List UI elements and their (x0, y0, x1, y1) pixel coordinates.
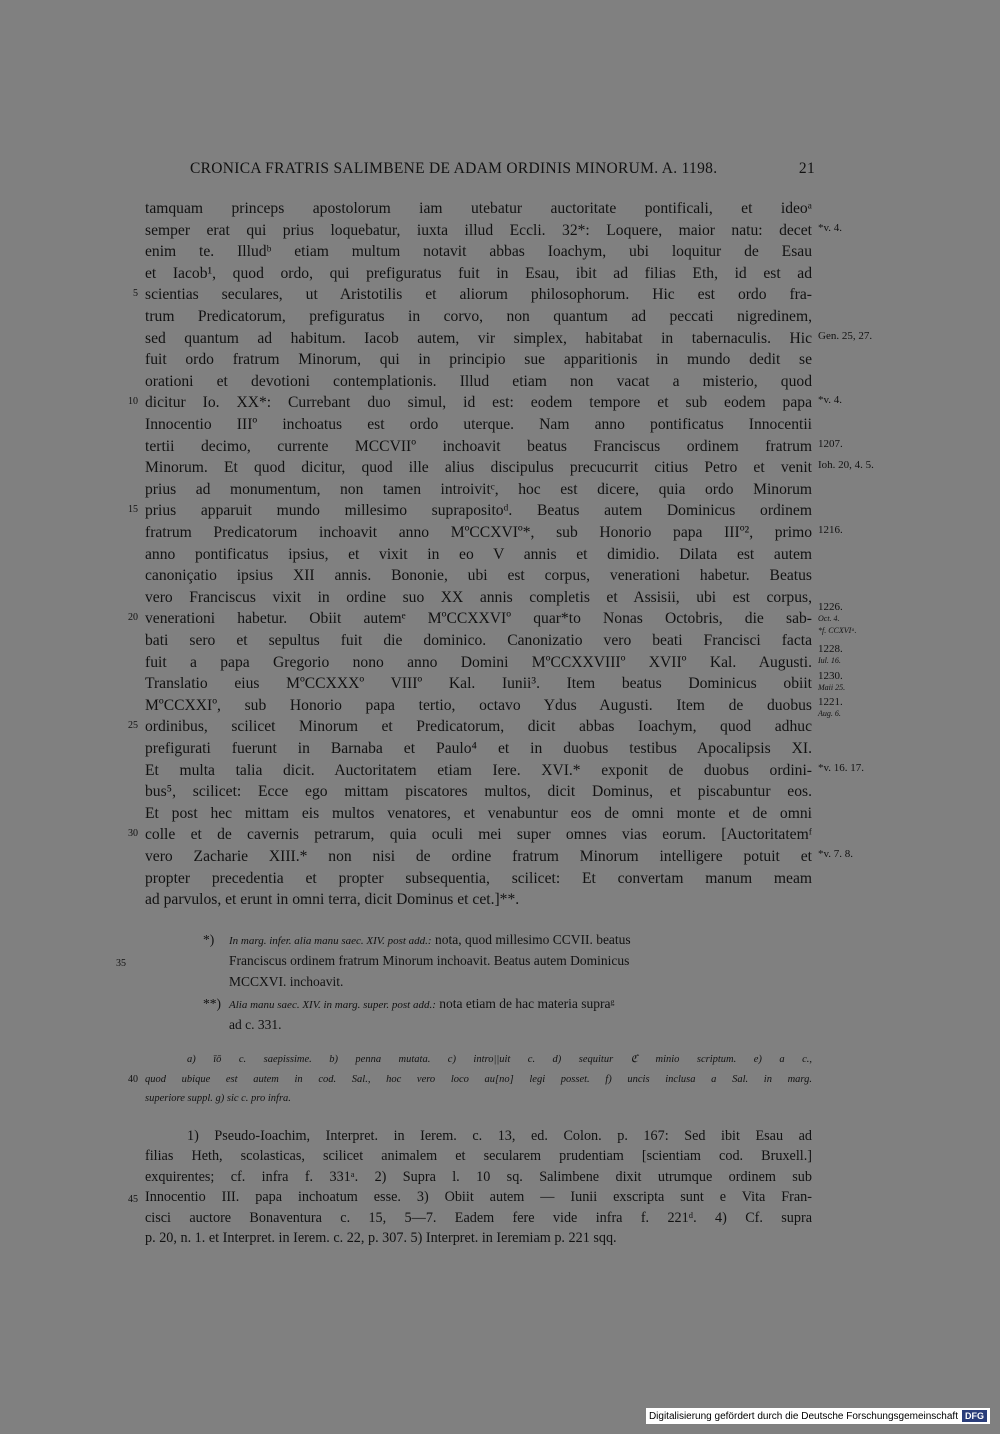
line-text: fuit a papa Gregorio nono anno Domini MºCCXXVIIIº XVIIº Kal. Augusti. (145, 653, 812, 671)
apparatus-text: a) īō c. saepissime. b) penna mutata. c) intro||uit c. d) sequitur ℭ minio scriptum. e) a c., (187, 1054, 812, 1065)
line-number: 25 (128, 720, 138, 732)
line-text: MºCCXXIº, sub Honorio papa tertio, octavo Ydus Augusti. Item de duobus (145, 696, 812, 714)
footnote-text: exquirentes; cf. infra f. 331ᵃ. 2) Supra l. 10 sq. Salimbene dixit utrumque ordinem sub (145, 1168, 812, 1185)
added-note-line (203, 993, 615, 1016)
line-number: 20 (128, 612, 138, 624)
margin-date: Maii 25. (818, 683, 846, 692)
margin-date: Aug. 6. (818, 709, 841, 718)
line-text: Et post hec mittam eis multos venatores, et venabuntur eos de omni monte et de omni (145, 804, 812, 822)
text-line (0, 328, 1000, 350)
text-line (0, 889, 1000, 911)
text-line (0, 284, 1000, 306)
dfg-logo: DFG (962, 1410, 987, 1422)
apparatus-line (145, 1050, 812, 1070)
apparatus-line (145, 1089, 812, 1109)
text-line (0, 436, 1000, 458)
text-line (0, 695, 1000, 717)
line-text: Innocentio IIIº inchoatus est ordo uterque. Nam anno pontificatus Innocentii (145, 416, 812, 433)
line-text: fuit ordo fratrum Minorum, qui in principio sue apparitionis in mundo dedit se (145, 351, 812, 369)
line-text: bus⁵, scilicet: Ecce ego mittam piscatores multos, dicit Dominus, et piscabuntur eos. (145, 783, 812, 801)
text-line (0, 868, 1000, 890)
footnote-text: filias Heth, scolasticas, scilicet animalem et secularem prudentiam [scientiam cod. Bruxell.] (145, 1148, 812, 1165)
text-line (0, 371, 1000, 393)
line-text: prius apparuit mundo millesimo suprapositoᵈ. Beatus autem Dominicus ordinem (145, 502, 812, 520)
line-number: 15 (128, 504, 138, 516)
added-note-line (203, 929, 631, 952)
margin-ref: *v. 4. (818, 221, 843, 234)
text-line (0, 500, 1000, 522)
line-text: semper erat qui prius loquebatur, iuxta illud Eccli. 32*: Loquere, maior natu: decet (145, 221, 812, 239)
apparatus-text: quod ubique est autem in cod. Sal., hoc vero loco au[no] legi posset. f) uncis inclusa a Sal. in marg. (145, 1073, 812, 1085)
text-line (0, 349, 1000, 371)
footnote-line (145, 1228, 812, 1248)
text-line (0, 544, 1000, 566)
footnote-line (145, 1167, 812, 1187)
note-label: Alia manu saec. XIV. in marg. super. post add.: (229, 999, 436, 1011)
line-text: propter precedentia et propter subsequentia, scilicet: Et convertam manum meam (145, 869, 812, 887)
footnote-line (145, 1126, 812, 1146)
text-line (0, 716, 1000, 738)
footnote-line (145, 1146, 812, 1166)
line-text: et Iacob¹, quod ordo, qui prefiguratus fuit in Esau, ibit ad filias Eth, id est ad (145, 264, 812, 282)
line-text: ad parvulos, et erunt in omni terra, dicit Dominus et cet.]**. (145, 891, 520, 909)
text-line (0, 306, 1000, 328)
line-number: 40 (128, 1073, 138, 1085)
margin-ref: Gen. 25, 27. (818, 329, 873, 342)
text-line (0, 803, 1000, 825)
footnote-line (128, 1187, 812, 1207)
text-line (0, 220, 1000, 242)
line-text: tertii decimo, currente MCCVIIº inchoavit beatus Franciscus ordinem fratrum (145, 437, 812, 455)
note-mark: **) (203, 996, 221, 1011)
line-text: fratrum Predicatorum inchoavit anno MºCCXVIº*, sub Honorio papa IIIº², primo (145, 524, 812, 541)
note-text: nota etiam de hac materia supraᵍ (439, 996, 615, 1011)
footnote-text: Innocentio III. papa inchoatum esse. 3) Obiit autem — Iunii exscripta sunt e Vita Fran- (145, 1189, 812, 1206)
line-text: dicitur Io. XX*: Currebant duo simul, id est: eodem tempore et sub eodem papa (145, 394, 812, 412)
margin-ref: Ioh. 20, 4. 5. (818, 459, 874, 472)
footnote-line (145, 1208, 812, 1228)
text-line (0, 781, 1000, 803)
margin-date: *f. CCXVIᵃ. (818, 626, 857, 635)
margin-date: 1228. (818, 643, 843, 655)
margin-ref: *v. 4. (818, 394, 843, 407)
text-line (0, 198, 1000, 220)
apparatus-text: superiore suppl. g) sic c. pro infra. (145, 1093, 291, 1104)
text-line (0, 824, 1000, 846)
text-line (0, 263, 1000, 285)
margin-ref: *v. 7. 8. (818, 848, 854, 860)
header-title: CRONICA FRATRIS SALIMBENE DE ADAM ORDINIS MINORUM. A. 1198. (190, 160, 718, 177)
text-line (0, 673, 1000, 695)
text-line (0, 565, 1000, 587)
line-text: tamquam princeps apostolorum iam utebatur auctoritate pontificali, et ideoᵃ (145, 200, 812, 217)
line-text: scientias seculares, ut Aristotilis et aliorum philosophorum. Hic est ordo fra- (145, 286, 812, 304)
apparatus-line (128, 1070, 812, 1090)
footnote-text: 1) Pseudo-Ioachim, Interpret. in Ierem. c. 13, ed. Colon. p. 167: Sed ibit Esau ad (187, 1128, 812, 1144)
margin-ref: *v. 16. 17. (818, 761, 865, 774)
line-text: venerationi habetur. Obiit autemᵉ MºCCXXVIº quar*to Nonas Octobris, die sab- (145, 610, 812, 628)
credit-text: Digitalisierung gefördert durch die Deutsche Forschungsgemeinschaft (648, 1410, 958, 1422)
line-text: sed quantum ad habitum. Iacob autem, vir simplex, habitabat in tabernaculis. Hic (145, 329, 812, 347)
margin-date: 1226. (818, 601, 843, 613)
line-text: enim te. Illudᵇ etiam multum notavit abbas Ioachym, ubi loquitur de Esau (145, 243, 812, 261)
line-text: trum Predicatorum, prefiguratus in corvo, non quantum ad peccati nigredinem, (145, 308, 812, 325)
line-text: prefigurati fuerunt in Barnaba et Paulo⁴ et in duobus testibus Apocalipsis XI. (145, 740, 812, 757)
margin-date: Oct. 4. (818, 614, 840, 623)
added-note-line (229, 1014, 281, 1035)
line-text: Et multa talia dicit. Auctoritatem etiam Iere. XVI.* exponit de duobus ordini- (145, 761, 812, 779)
line-text: vero Franciscus vixit in ordine suo XX annis completis et Assisii, ubi est corpus, (145, 588, 812, 606)
added-note-line (229, 971, 343, 992)
note-mark: *) (203, 932, 215, 947)
text-line (0, 738, 1000, 760)
margin-ref: 1216. (818, 524, 843, 536)
line-text: vero Zacharie XIII.* non nisi de ordine fratrum Minorum intelligere potuit et (145, 848, 812, 865)
note-text: nota, quod millesimo CCVII. beatus (434, 932, 631, 947)
note-text: Franciscus ordinem fratrum Minorum inchoavit. Beatus autem Dominicus (229, 953, 630, 968)
line-text: colle et de cavernis petrarum, quia oculi mei super omnes vias eorum. [Auctoritatemᶠ (145, 826, 812, 844)
text-line (0, 846, 1000, 868)
digitization-credit (646, 1408, 990, 1424)
line-number: 30 (128, 828, 138, 840)
line-text: Minorum. Et quod dicitur, quod ille alius discipulus precucurrit citius Petro et venit (145, 459, 812, 477)
text-line (0, 241, 1000, 263)
line-text: canoniçatio ipsius XII annis. Bononie, ubi est corpus, venerationi habetur. Beatus (145, 567, 812, 585)
added-note-line (116, 950, 630, 971)
footnote-text: cisci auctore Bonaventura c. 15, 5—7. Eadem fere vide infra f. 221ᵈ. 4) Cf. supra (145, 1209, 812, 1226)
note-text: MCCXVI. inchoavit. (229, 974, 344, 989)
text-line (0, 522, 1000, 544)
line-number: 5 (133, 288, 138, 300)
text-line (0, 457, 1000, 479)
text-line (0, 587, 1000, 609)
line-number: 35 (116, 958, 126, 969)
line-number: 10 (128, 396, 138, 408)
text-line (0, 479, 1000, 501)
line-number: 45 (128, 1194, 138, 1206)
text-line (0, 652, 1000, 674)
line-text: Translatio eius MºCCXXXº VIIIº Kal. Iunii³. Item beatus Dominicus obiit (145, 675, 812, 693)
line-text: prius ad monumentum, non tamen introivitᶜ, hoc est dicere, quia ordo Minorum (145, 480, 812, 498)
margin-ref: 1207. (818, 437, 843, 450)
page-number: 21 (798, 160, 815, 177)
margin-date: 1230. (818, 670, 843, 682)
text-line (0, 392, 1000, 414)
line-text: ordinibus, scilicet Minorum et Predicatorum, dicit abbas Ioachym, quod adhuc (145, 718, 812, 736)
line-text: orationi et devotioni contemplationis. Illud etiam non vacat a misterio, quod (145, 372, 812, 390)
note-text: ad c. 331. (229, 1017, 282, 1032)
line-text: bati sero et sepultus fuit die dominico. Canonizatio vero beati Francisci facta (145, 632, 812, 649)
margin-date: Iul. 16. (818, 656, 841, 665)
line-text: anno pontificatus ipsius, et vixit in eo V annis et dimidio. Dilata est autem (145, 545, 812, 563)
footnote-text: p. 20, n. 1. et Interpret. in Ierem. c. 22, p. 307. 5) Interpret. in Ieremiam p. 221 sqq. (145, 1230, 617, 1246)
margin-date: 1221. (818, 696, 843, 708)
text-line (0, 760, 1000, 782)
text-line (0, 414, 1000, 436)
note-label: In marg. infer. alia manu saec. XIV. post add.: (229, 935, 432, 947)
